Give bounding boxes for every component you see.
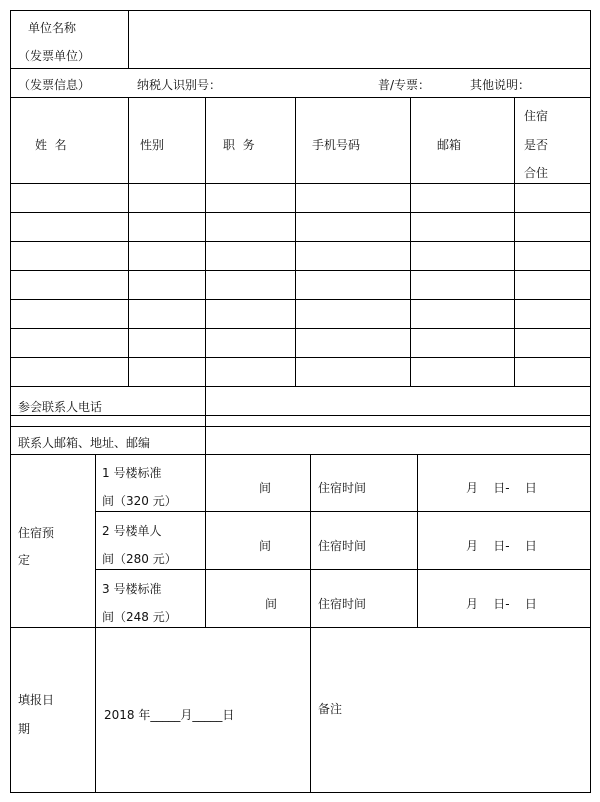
attendee-lodging-field[interactable]: [515, 184, 590, 212]
attendee-position-field[interactable]: [206, 300, 295, 328]
room-type-line2: 间（248 元）: [102, 610, 177, 624]
attendee-position-field[interactable]: [206, 242, 295, 270]
attendee-position-field[interactable]: [206, 213, 295, 241]
attendee-phone-field[interactable]: [296, 242, 410, 270]
attendee-email-field[interactable]: [411, 242, 514, 270]
attendee-lodging-field[interactable]: [515, 329, 590, 357]
stay-time-label: 住宿时间: [318, 597, 367, 611]
header-phone: 手机号码: [312, 138, 361, 152]
header-email: 邮箱: [437, 138, 462, 152]
room-count-field[interactable]: 间: [259, 539, 272, 553]
other-notes-field[interactable]: 其他说明：: [470, 78, 531, 92]
rule: [205, 454, 206, 627]
room-type-line2: 间（280 元）: [102, 552, 177, 566]
rule: [10, 68, 590, 69]
attendee-name-field[interactable]: [11, 242, 128, 270]
attendee-email-field[interactable]: [411, 184, 514, 212]
contact-address-label: 联系人邮箱、地址、邮编: [18, 436, 151, 450]
stay-dates-field[interactable]: 月 日- 日: [466, 597, 537, 611]
attendee-gender-field[interactable]: [129, 300, 205, 328]
attendee-gender-field[interactable]: [129, 213, 205, 241]
rule: [10, 415, 590, 416]
attendee-lodging-field[interactable]: [515, 242, 590, 270]
attendee-phone-field[interactable]: [296, 271, 410, 299]
attendee-phone-field[interactable]: [296, 184, 410, 212]
attendee-name-field[interactable]: [11, 271, 128, 299]
contact-phone-field[interactable]: [206, 387, 590, 415]
attendee-phone-field[interactable]: [296, 358, 410, 386]
attendee-email-field[interactable]: [411, 300, 514, 328]
stay-time-label: 住宿时间: [318, 481, 367, 495]
header-position: 职 务: [223, 138, 255, 152]
room-type-line1: 3 号楼标准: [102, 582, 162, 596]
stay-time-label: 住宿时间: [318, 539, 367, 553]
remarks-field[interactable]: [311, 628, 590, 792]
attendee-lodging-field[interactable]: [515, 358, 590, 386]
attendee-name-field[interactable]: [11, 300, 128, 328]
attendee-phone-field[interactable]: [296, 329, 410, 357]
rule: [417, 454, 418, 627]
attendee-lodging-field[interactable]: [515, 300, 590, 328]
header-lodging-line2: 是否: [524, 138, 549, 152]
attendee-name-field[interactable]: [11, 358, 128, 386]
unit-name-label: 单位名称: [28, 21, 77, 35]
rule: [590, 10, 591, 793]
attendee-name-field[interactable]: [11, 213, 128, 241]
attendee-gender-field[interactable]: [129, 271, 205, 299]
stay-dates-field[interactable]: 月 日- 日: [466, 539, 537, 553]
fill-date-label-line1: 填报日: [18, 693, 55, 707]
invoice-type-field[interactable]: 普/专票：: [378, 78, 431, 92]
taxpayer-id-field[interactable]: 纳税人识别号：: [137, 78, 222, 92]
contact-phone-label: 参会联系人电话: [18, 400, 103, 414]
rule: [10, 10, 11, 793]
attendee-name-field[interactable]: [11, 329, 128, 357]
attendee-lodging-field[interactable]: [515, 271, 590, 299]
attendee-position-field[interactable]: [206, 329, 295, 357]
room-count-field[interactable]: 间: [259, 481, 272, 495]
unit-name-sublabel: （发票单位）: [18, 49, 91, 63]
stay-dates-field[interactable]: 月 日- 日: [466, 481, 537, 495]
attendee-gender-field[interactable]: [129, 242, 205, 270]
rule: [95, 511, 590, 512]
booking-label-line1: 住宿预: [18, 526, 55, 540]
header-gender: 性别: [140, 138, 165, 152]
attendee-email-field[interactable]: [411, 358, 514, 386]
fill-date-label-line2: 期: [18, 722, 31, 736]
header-lodging-line1: 住宿: [524, 109, 549, 123]
rule: [95, 454, 96, 793]
rule: [10, 97, 590, 98]
room-type-line2: 间（320 元）: [102, 494, 177, 508]
fill-date-field[interactable]: 2018 年_____月_____日: [104, 708, 235, 722]
rule: [95, 569, 590, 570]
attendee-position-field[interactable]: [206, 184, 295, 212]
attendee-email-field[interactable]: [411, 271, 514, 299]
attendee-lodging-field[interactable]: [515, 213, 590, 241]
room-type-line1: 1 号楼标准: [102, 466, 162, 480]
attendee-gender-field[interactable]: [129, 329, 205, 357]
attendee-email-field[interactable]: [411, 213, 514, 241]
attendee-position-field[interactable]: [206, 271, 295, 299]
contact-address-field[interactable]: [206, 427, 590, 454]
room-type-line1: 2 号楼单人: [102, 524, 162, 538]
header-lodging-line3: 合住: [524, 166, 549, 180]
room-count-field[interactable]: 间: [265, 597, 278, 611]
attendee-phone-field[interactable]: [296, 300, 410, 328]
attendee-position-field[interactable]: [206, 358, 295, 386]
attendee-email-field[interactable]: [411, 329, 514, 357]
attendee-name-field[interactable]: [11, 184, 128, 212]
attendee-phone-field[interactable]: [296, 213, 410, 241]
unit-name-field[interactable]: [129, 11, 589, 68]
attendee-gender-field[interactable]: [129, 184, 205, 212]
invoice-info-label: （发票信息）: [18, 78, 91, 92]
rule: [10, 454, 590, 455]
remarks-label: 备注: [318, 702, 343, 716]
attendee-gender-field[interactable]: [129, 358, 205, 386]
booking-label-line2: 定: [18, 553, 31, 567]
header-name: 姓 名: [35, 138, 67, 152]
rule: [10, 792, 590, 793]
